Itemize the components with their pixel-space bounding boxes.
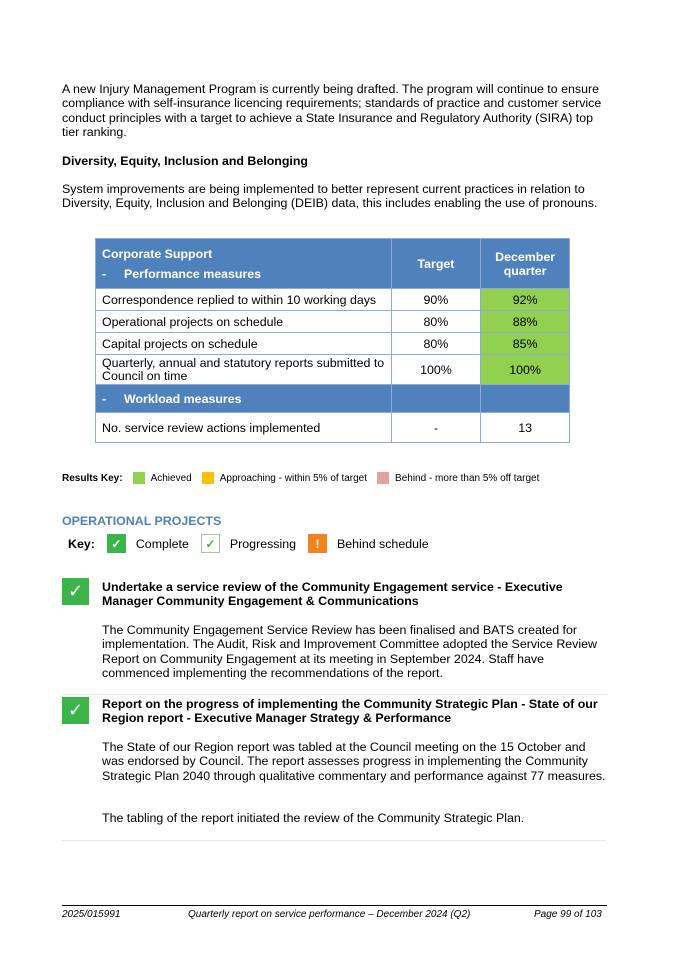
workload-label-cell: - Workload measures — [96, 385, 392, 413]
deib-paragraph: System improvements are being implemented to better represent current practices in relation to Diversity, Equity, Inclusion and Belonging (DEIB) data, this includes enabling the use of pronouns. — [62, 182, 598, 211]
footer-page: Page 99 of 103 — [534, 909, 602, 920]
measure-cell: No. service review actions implemented — [96, 413, 392, 443]
project-body: The State of our Region report was tabled at the Council meeting on the 15 October and was endorsed by Council. The report assesses progress in implementing the Community Strategic Plan 2040 through qualitative commentary and performance against 77 measures. — [102, 740, 606, 783]
table-row — [96, 333, 570, 355]
result-cell: 85% — [481, 333, 570, 355]
project-body: The tabling of the report initiated the review of the Community Strategic Plan. — [102, 811, 525, 825]
table-row — [96, 355, 570, 385]
check-icon: ✓ — [62, 697, 89, 724]
measure-cell: Capital projects on schedule — [96, 333, 392, 355]
table-header-row — [96, 239, 570, 289]
achieved-label: Achieved — [150, 472, 192, 484]
header-target: Target — [391, 239, 481, 289]
project-body: The Community Engagement Service Review has been finalised and BATS created for implementation. The Audit, Risk and Improvement Committee adopted the Service Review Report on Community Engagement at its meeting in September 2024. Staff have commenced implementing the recommendations of the report. — [102, 623, 597, 680]
result-cell: 13 — [481, 413, 570, 443]
complete-label: Complete — [135, 536, 189, 551]
divider — [62, 694, 607, 695]
header-title-cell — [96, 239, 392, 289]
progressing-label: Progressing — [229, 536, 297, 551]
footer-rule — [62, 905, 607, 906]
approaching-swatch — [202, 472, 214, 484]
target-cell: 100% — [391, 355, 481, 385]
project-key — [68, 534, 429, 553]
intro-paragraph: A new Injury Management Program is currently being drafted. The program will continue to ensure compliance with self-insurance licencing requirements; standards of practice and customer service conduct principles with a target to achieve a State Insurance and Regulatory Authority (SIRA) top tier ranking. — [62, 82, 602, 139]
workload-header-row — [96, 385, 570, 413]
header-subtitle: - Performance measures — [102, 267, 262, 281]
project-key-label: Key: — [68, 536, 95, 551]
target-cell: 80% — [391, 333, 481, 355]
table-row — [96, 311, 570, 333]
complete-check-icon: ✓ — [107, 534, 126, 553]
project-title: Undertake a service review of the Community Engagement service - Executive Manager Community Engagement & Communications — [102, 580, 563, 609]
result-cell: 92% — [481, 289, 570, 311]
check-icon: ✓ — [62, 578, 89, 605]
measure-cell: Operational projects on schedule — [96, 311, 392, 333]
project-title: Report on the progress of implementing the Community Strategic Plan - State of our Region report - Executive Manager Strategy & Performance — [102, 697, 598, 726]
result-cell: 88% — [481, 311, 570, 333]
deib-heading: Diversity, Equity, Inclusion and Belonging — [62, 154, 309, 168]
results-key — [62, 472, 539, 484]
header-title: Corporate Support — [102, 247, 213, 261]
target-cell: 90% — [391, 289, 481, 311]
behind-schedule-icon: ! — [308, 534, 327, 553]
behind-label: Behind - more than 5% off target — [395, 472, 540, 484]
footer-doc-id: 2025/015991 — [62, 909, 121, 920]
table-row — [96, 289, 570, 311]
target-cell: 80% — [391, 311, 481, 333]
results-key-label: Results Key: — [62, 472, 123, 484]
performance-table — [95, 238, 570, 443]
behind-swatch — [377, 472, 389, 484]
measure-cell: Correspondence replied to within 10 working days — [96, 289, 392, 311]
measure-cell: Quarterly, annual and statutory reports submitted to Council on time — [96, 355, 392, 385]
operational-projects-title: OPERATIONAL PROJECTS — [62, 514, 222, 528]
achieved-swatch — [133, 472, 145, 484]
divider — [62, 840, 607, 841]
footer-title: Quarterly report on service performance – December 2024 (Q2) — [188, 909, 471, 920]
progressing-icon: ✓ — [201, 534, 220, 553]
table-row — [96, 413, 570, 443]
behind-schedule-label: Behind schedule — [337, 536, 429, 551]
result-cell: 100% — [481, 355, 570, 385]
target-cell: - — [391, 413, 481, 443]
header-quarter: December quarter — [481, 239, 570, 289]
approaching-label: Approaching - within 5% of target — [219, 472, 368, 484]
